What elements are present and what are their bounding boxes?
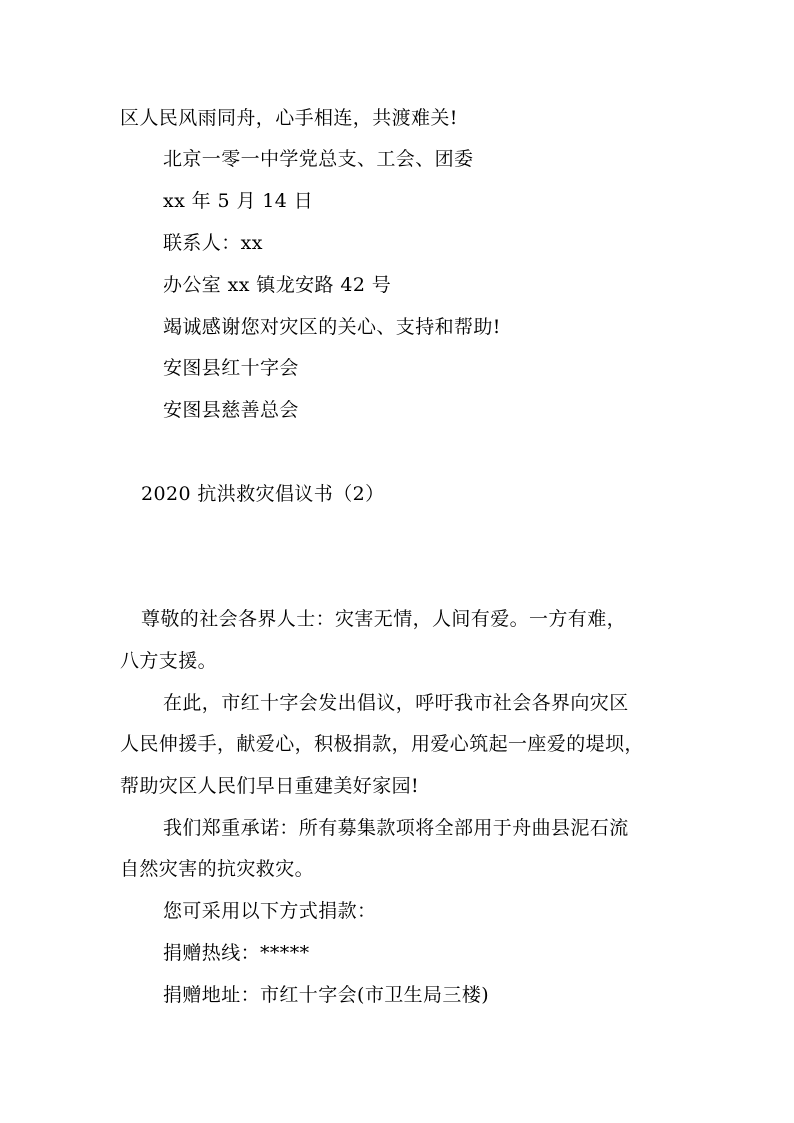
paragraph-line-address: 捐赠地址：市红十字会(市卫生局三楼) xyxy=(163,984,490,1006)
paragraph-line-hotline: 捐赠热线：***** xyxy=(163,942,310,964)
paragraph-line-appeal: 在此，市红十字会发出倡议，呼吁我市社会各界向灾区 xyxy=(163,692,629,714)
text-line-organizer: 北京一零一中学党总支、工会、团委 xyxy=(163,148,474,170)
section-title: 2020 抗洪救灾倡议书（2） xyxy=(141,483,385,505)
text-line-office: 办公室 xx 镇龙安路 42 号 xyxy=(163,274,392,296)
text-line-red-cross: 安图县红十字会 xyxy=(163,357,299,379)
paragraph-line-disaster: 自然灾害的抗灾救灾。 xyxy=(120,858,315,880)
paragraph-line-rebuild: 帮助灾区人民们早日重建美好家园! xyxy=(120,775,420,797)
paragraph-line-methods: 您可采用以下方式捐款： xyxy=(163,900,377,922)
paragraph-line-greeting: 尊敬的社会各界人士：灾害无情，人间有爱。一方有难， xyxy=(141,608,627,630)
text-line-date: xx 年 5 月 14 日 xyxy=(163,190,314,212)
paragraph-line-promise: 我们郑重承诺：所有募集款项将全部用于舟曲县泥石流 xyxy=(163,817,629,839)
text-line-thanks: 竭诚感谢您对灾区的关心、支持和帮助! xyxy=(163,316,501,338)
text-line-closing: 区人民风雨同舟，心手相连，共渡难关! xyxy=(120,107,458,129)
text-line-contact: 联系人：xx xyxy=(163,232,263,254)
paragraph-line-support: 八方支援。 xyxy=(120,650,218,672)
paragraph-line-donate: 人民伸援手，献爱心，积极捐款，用爱心筑起一座爱的堤坝， xyxy=(120,733,644,755)
text-line-charity: 安图县慈善总会 xyxy=(163,399,299,421)
